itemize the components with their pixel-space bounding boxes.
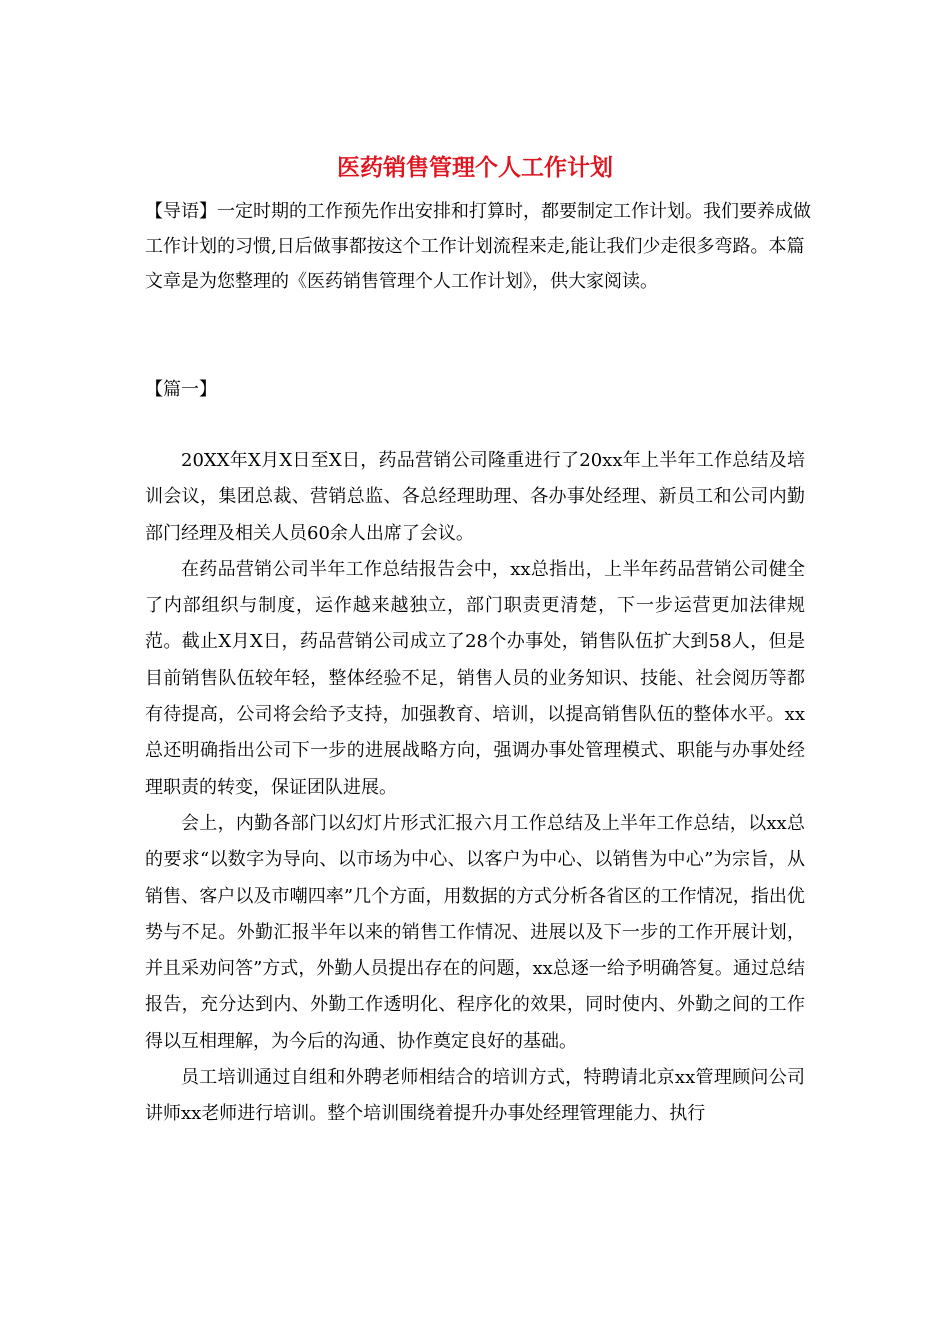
body-paragraph-1: 20XX年X月X日至X日，药品营销公司隆重进行了20xx年上半年工作总结及培训会议，集团总裁、营销总监、各总经理助理、各办事处经理、新员工和公司内勤部门经理及相关人员60余人出席了会议。 (145, 450, 805, 544)
section-label: 【篇一】 (145, 379, 217, 400)
body-paragraph-2: 在药品营销公司半年工作总结报告会中，xx总指出，上半年药品营销公司健全了内部组织与制度，运作越来越独立，部门职责更清楚，下一步运营更加法律规范。截止X月X日，药品营销公司成立了28个办事处，销售队伍扩大到58人，但是目前销售队伍较年轻，整体经验不足，销售人员的业务知识、技能、社会阅历等都有待提高，公司将会给予支持，加强教育、培训，以提高销售队伍的整体水平。xx总还明确指出公司下一步的进展战略方向，强调办事处管理模式、职能与办事处经理职责的转变，保证团队进展。 (145, 558, 805, 798)
body-paragraph-3: 会上，内勤各部门以幻灯片形式汇报六月工作总结及上半年工作总结，以xx总的要求“以数字为导向、以市场为中心、以客户为中心、以销售为中心”为宗旨，从销售、客户以及市嘲四率”几个方面，用数据的方式分析各省区的工作情况，指出优势与不足。外勤汇报半年以来的销售工作情况、进展以及下一步的工作开展计划，并且采劝问答”方式，外勤人员提出存在的问题，xx总逐一给予明确答复。通过总结报告，充分达到内、外勤工作透明化、程序化的效果，同时使内、外勤之间的工作得以互相理解，为今后的沟通、协作奠定良好的基础。 (145, 812, 805, 1052)
body-text (145, 443, 805, 1133)
document-title: 医药销售管理个人工作计划 (337, 154, 613, 181)
intro-paragraph: 【导语】一定时期的工作预先作出安排和打算时，都要制定工作计划。我们要养成做工作计划的习惯,日后做事都按这个工作计划流程来走,能让我们少走很多弯路。本篇文章是为您整理的《医药销售管理个人工作计划》，供大家阅读。 (145, 201, 811, 292)
body-paragraph-4: 员工培训通过自组和外聘老师相结合的培训方式，特聘请北京xx管理顾问公司讲师xx老师进行培训。整个培训围绕着提升办事处经理管理能力、执行 (145, 1067, 805, 1125)
